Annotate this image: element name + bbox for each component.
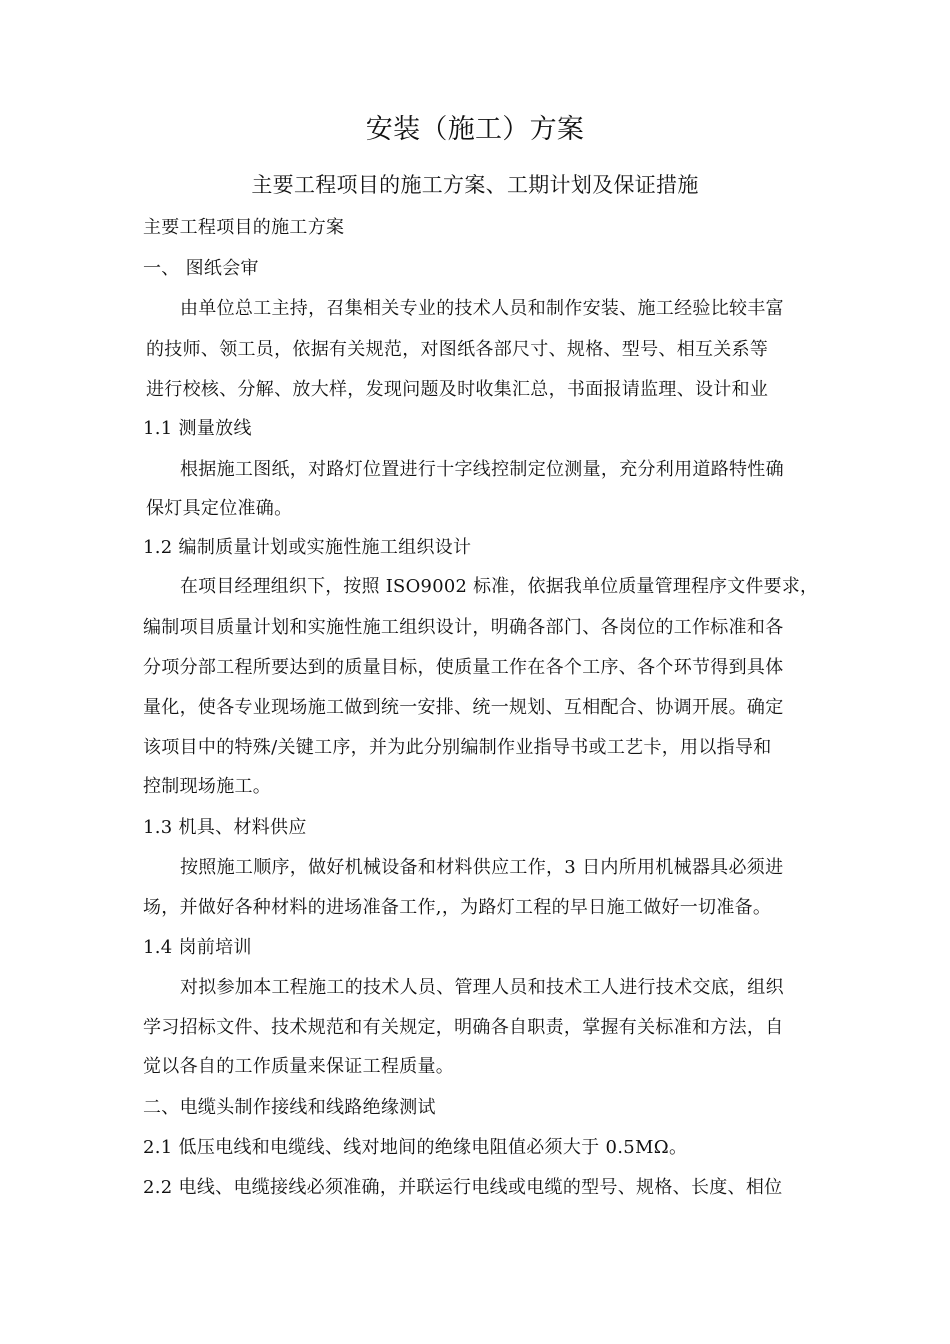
paragraph-line: 在项目经理组织下，按照 ISO9002 标准，依据我单位质量管理程序文件要求， — [180, 576, 819, 597]
paragraph-line: 由单位总工主持，召集相关专业的技术人员和制作安装、施工经验比较丰富 — [180, 298, 784, 319]
section-heading: 1.1 测量放线 — [143, 418, 252, 439]
section-heading: 主要工程项目的施工方案 — [143, 217, 345, 238]
section-heading: 1.3 机具、材料供应 — [143, 817, 307, 838]
paragraph-line: 量化，使各专业现场施工做到统一安排、统一规划、互相配合、协调开展。确定 — [143, 697, 784, 718]
document-title: 安装（施工）方案 — [365, 114, 585, 145]
paragraph-line: 编制项目质量计划和实施性施工组织设计，明确各部门、各岗位的工作标准和各 — [143, 617, 784, 638]
paragraph-line: 根据施工图纸，对路灯位置进行十字线控制定位测量，充分利用道路特性确 — [180, 459, 784, 480]
paragraph-line: 该项目中的特殊/关键工序，并为此分别编制作业指导书或工艺卡，用以指导和 — [143, 737, 772, 758]
paragraph-line: 保灯具定位准确。 — [146, 498, 293, 519]
paragraph-line: 分项分部工程所要达到的质量目标，使质量工作在各个工序、各个环节得到具体 — [143, 657, 784, 678]
paragraph-line: 2.1 低压电线和电缆线、线对地间的绝缘电阻值必须大于 0.5MΩ。 — [143, 1137, 688, 1158]
paragraph-line: 2.2 电线、电缆接线必须准确，并联运行电线或电缆的型号、规格、长度、相位 — [143, 1177, 783, 1198]
paragraph-line: 进行校核、分解、放大样，发现问题及时收集汇总，书面报请监理、设计和业 — [146, 379, 769, 400]
paragraph-line: 按照施工顺序，做好机械设备和材料供应工作，3 日内所用机械器具必须进 — [180, 857, 784, 878]
paragraph-line: 场，并做好各种材料的进场准备工作,，为路灯工程的早日施工做好一切准备。 — [143, 897, 772, 918]
section-heading: 1.4 岗前培训 — [143, 937, 252, 958]
paragraph-line: 觉以各自的工作质量来保证工程质量。 — [143, 1056, 455, 1077]
paragraph-line: 的技师、领工员，依据有关规范，对图纸各部尺寸、规格、型号、相互关系等 — [146, 339, 769, 360]
paragraph-line: 对拟参加本工程施工的技术人员、管理人员和技术工人进行技术交底，组织 — [180, 977, 784, 998]
section-heading: 一、 图纸会审 — [143, 258, 259, 279]
paragraph-line: 学习招标文件、技术规范和有关规定，明确各自职责，掌握有关标准和方法，自 — [143, 1017, 784, 1038]
document-subtitle: 主要工程项目的施工方案、工期计划及保证措施 — [251, 173, 699, 197]
section-heading: 1.2 编制质量计划或实施性施工组织设计 — [143, 537, 472, 558]
section-heading: 二、电缆头制作接线和线路绝缘测试 — [143, 1097, 436, 1118]
paragraph-line: 控制现场施工。 — [143, 776, 272, 797]
